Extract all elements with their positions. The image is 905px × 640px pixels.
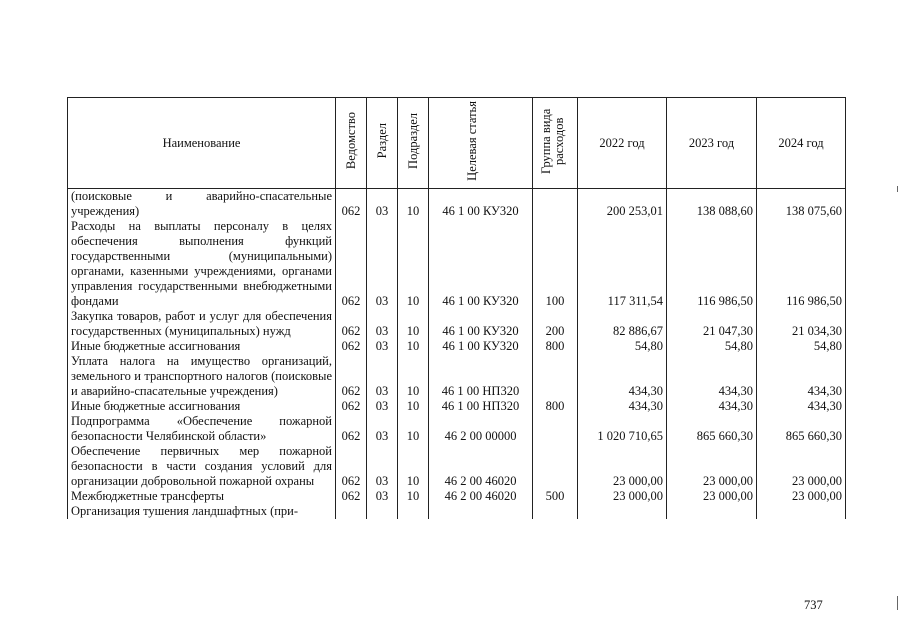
cell-section: 03	[367, 339, 398, 354]
cell-expense-group	[533, 189, 578, 220]
cell-subsection: 10	[398, 399, 429, 414]
header-target-article: Целевая статья	[429, 98, 533, 189]
header-2022: 2022 год	[578, 98, 667, 189]
cell-name: Обеспечение первичных мер пожарной безопасности в части создания условий для организации добровольной пожарной охраны	[68, 444, 336, 489]
cell-target-article: 46 1 00 КУ320	[429, 339, 533, 354]
cell-subsection: 10	[398, 414, 429, 444]
cell-2024: 865 660,30	[757, 414, 846, 444]
cell-section: 03	[367, 414, 398, 444]
cell-section: 03	[367, 309, 398, 339]
cell-expense-group	[533, 414, 578, 444]
scan-edge-mark	[897, 596, 898, 610]
header-expense-group: Группа вида расходов	[533, 98, 578, 189]
table-body	[68, 189, 846, 520]
cell-2022: 23 000,00	[578, 489, 667, 504]
page-number: 737	[804, 598, 823, 612]
header-section: Раздел	[367, 98, 398, 189]
cell-expense-group: 800	[533, 339, 578, 354]
cell-2023: 23 000,00	[667, 444, 757, 489]
cell-2022: 200 253,01	[578, 189, 667, 220]
header-subsection: Подраздел	[398, 98, 429, 189]
scan-edge-mark	[897, 186, 898, 192]
cell-2022: 434,30	[578, 354, 667, 399]
cell-2024: 23 000,00	[757, 444, 846, 489]
cell-name: Организация тушения ландшафтных (при-	[68, 504, 336, 519]
cell-name: Уплата налога на имущество организаций, земельного и транспортного налогов (поисковые и аварийно-спасательные учреждения)	[68, 354, 336, 399]
cell-2023: 21 047,30	[667, 309, 757, 339]
cell-ministry: 062	[336, 189, 367, 220]
cell-name: Расходы на выплаты персоналу в целях обеспечения выполнения функций государственными (муниципальными) органами, казенными учреждениями, органами управления государственными внебюджетными фондами	[68, 219, 336, 309]
cell-expense-group	[533, 354, 578, 399]
cell-2024: 434,30	[757, 354, 846, 399]
cell-2022: 117 311,54	[578, 219, 667, 309]
cell-name: Подпрограмма «Обеспечение пожарной безопасности Челябинской области»	[68, 414, 336, 444]
cell-expense-group	[533, 504, 578, 519]
cell-section: 03	[367, 219, 398, 309]
cell-2024: 434,30	[757, 399, 846, 414]
cell-expense-group: 100	[533, 219, 578, 309]
cell-target-article: 46 1 00 КУ320	[429, 189, 533, 220]
table-row	[68, 444, 846, 489]
cell-ministry	[336, 504, 367, 519]
cell-ministry: 062	[336, 354, 367, 399]
cell-section: 03	[367, 399, 398, 414]
table-row	[68, 219, 846, 309]
header-2024: 2024 год	[757, 98, 846, 189]
header-2023: 2023 год	[667, 98, 757, 189]
cell-2022	[578, 504, 667, 519]
cell-2022: 23 000,00	[578, 444, 667, 489]
cell-2023: 23 000,00	[667, 489, 757, 504]
cell-target-article: 46 2 00 00000	[429, 414, 533, 444]
cell-section: 03	[367, 444, 398, 489]
table-row	[68, 489, 846, 504]
cell-2023: 54,80	[667, 339, 757, 354]
cell-target-article	[429, 504, 533, 519]
cell-subsection	[398, 504, 429, 519]
header-name: Наименование	[68, 98, 336, 189]
cell-name: Закупка товаров, работ и услуг для обеспечения государственных (муниципальных) нужд	[68, 309, 336, 339]
budget-table	[67, 97, 846, 519]
cell-section: 03	[367, 189, 398, 220]
cell-ministry: 062	[336, 339, 367, 354]
table-header-row	[68, 98, 846, 189]
cell-2022: 82 886,67	[578, 309, 667, 339]
cell-expense-group: 200	[533, 309, 578, 339]
cell-ministry: 062	[336, 219, 367, 309]
cell-name: Иные бюджетные ассигнования	[68, 339, 336, 354]
cell-2023: 138 088,60	[667, 189, 757, 220]
cell-2023: 116 986,50	[667, 219, 757, 309]
cell-subsection: 10	[398, 489, 429, 504]
table-row	[68, 339, 846, 354]
cell-2022: 54,80	[578, 339, 667, 354]
cell-2023	[667, 504, 757, 519]
table-row	[68, 414, 846, 444]
cell-section: 03	[367, 354, 398, 399]
cell-ministry: 062	[336, 309, 367, 339]
cell-section: 03	[367, 489, 398, 504]
table-row	[68, 189, 846, 220]
cell-2023: 865 660,30	[667, 414, 757, 444]
cell-subsection: 10	[398, 444, 429, 489]
cell-expense-group: 800	[533, 399, 578, 414]
table-row	[68, 399, 846, 414]
cell-subsection: 10	[398, 189, 429, 220]
cell-2022: 434,30	[578, 399, 667, 414]
cell-subsection: 10	[398, 219, 429, 309]
cell-2023: 434,30	[667, 354, 757, 399]
table-row	[68, 354, 846, 399]
cell-2024	[757, 504, 846, 519]
cell-name: Иные бюджетные ассигнования	[68, 399, 336, 414]
cell-2024: 54,80	[757, 339, 846, 354]
cell-target-article: 46 1 00 НП320	[429, 399, 533, 414]
table-row	[68, 309, 846, 339]
cell-2024: 23 000,00	[757, 489, 846, 504]
cell-target-article: 46 1 00 КУ320	[429, 219, 533, 309]
cell-target-article: 46 2 00 46020	[429, 444, 533, 489]
cell-subsection: 10	[398, 339, 429, 354]
cell-subsection: 10	[398, 354, 429, 399]
cell-ministry: 062	[336, 489, 367, 504]
cell-expense-group: 500	[533, 489, 578, 504]
cell-target-article: 46 1 00 КУ320	[429, 309, 533, 339]
cell-2022: 1 020 710,65	[578, 414, 667, 444]
cell-ministry: 062	[336, 444, 367, 489]
cell-expense-group	[533, 444, 578, 489]
cell-2024: 138 075,60	[757, 189, 846, 220]
cell-2023: 434,30	[667, 399, 757, 414]
cell-2024: 21 034,30	[757, 309, 846, 339]
cell-name: (поисковые и аварийно-спасательные учреждения)	[68, 189, 336, 220]
cell-subsection: 10	[398, 309, 429, 339]
cell-name: Межбюджетные трансферты	[68, 489, 336, 504]
cell-target-article: 46 1 00 НП320	[429, 354, 533, 399]
table-row	[68, 504, 846, 519]
cell-ministry: 062	[336, 414, 367, 444]
cell-target-article: 46 2 00 46020	[429, 489, 533, 504]
header-ministry: Ведомство	[336, 98, 367, 189]
cell-2024: 116 986,50	[757, 219, 846, 309]
cell-section	[367, 504, 398, 519]
cell-ministry: 062	[336, 399, 367, 414]
